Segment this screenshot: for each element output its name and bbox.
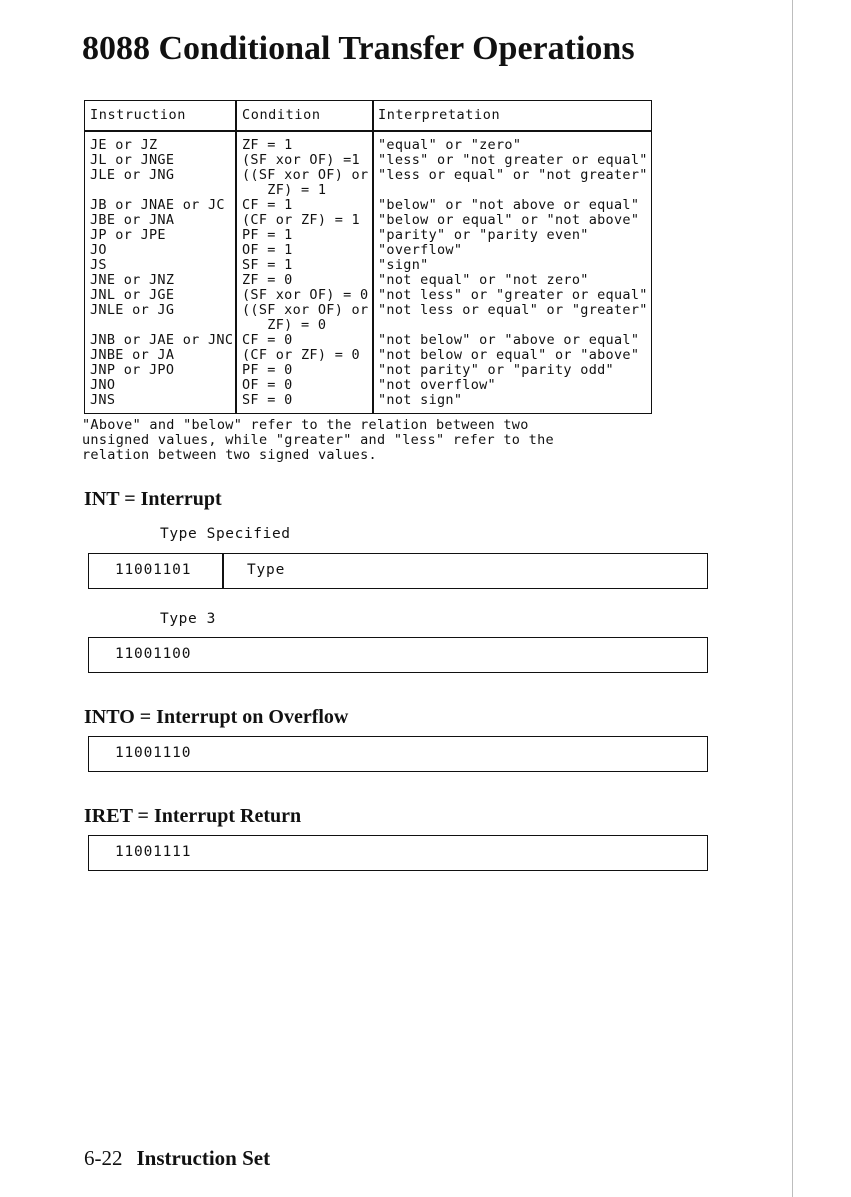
row-condition: (SF xor OF) =1 bbox=[242, 152, 360, 168]
row-condition: (SF xor OF) = 0 bbox=[242, 287, 369, 303]
int-type3-box bbox=[88, 637, 708, 673]
row-condition: PF = 0 bbox=[242, 362, 293, 378]
row-instruction: JB or JNAE or JC bbox=[90, 197, 225, 213]
row-condition: SF = 0 bbox=[242, 392, 293, 408]
row-condition: ZF = 1 bbox=[242, 137, 293, 153]
row-instruction: JBE or JNA bbox=[90, 212, 175, 228]
row-instruction: JNB or JAE or JNC bbox=[90, 332, 234, 348]
row-instruction: JO bbox=[90, 242, 107, 258]
row-interpretation: "not parity" or "parity odd" bbox=[378, 362, 614, 378]
int-section-title: INT = Interrupt bbox=[84, 488, 222, 510]
row-interpretation: "less" or "not greater or equal" bbox=[378, 152, 648, 168]
row-interpretation: "less or equal" or "not greater" bbox=[378, 167, 648, 183]
footer-section-name: Instruction Set bbox=[136, 1146, 271, 1170]
row-condition: OF = 1 bbox=[242, 242, 293, 258]
int-type-specified-box bbox=[88, 553, 708, 589]
into-opcode: 11001110 bbox=[115, 745, 192, 761]
row-condition: CF = 1 bbox=[242, 197, 293, 213]
row-instruction: JS bbox=[90, 257, 107, 273]
row-instruction: JLE or JNG bbox=[90, 167, 175, 183]
row-interpretation: "not less or equal" or "greater" bbox=[378, 302, 648, 318]
int-opcode: 11001101 bbox=[115, 562, 192, 578]
row-condition: ZF = 0 bbox=[242, 272, 293, 288]
page-edge-rule bbox=[792, 0, 793, 1197]
row-instruction: JNL or JGE bbox=[90, 287, 175, 303]
row-interpretation: "not less" or "greater or equal" bbox=[378, 287, 648, 303]
row-interpretation: "not overflow" bbox=[378, 377, 496, 393]
row-interpretation: "parity" or "parity even" bbox=[378, 227, 589, 243]
header-instruction: Instruction bbox=[90, 107, 187, 123]
header-rule bbox=[85, 130, 651, 132]
row-interpretation: "overflow" bbox=[378, 242, 463, 258]
iret-opcode: 11001111 bbox=[115, 844, 192, 860]
row-instruction: JL or JNGE bbox=[90, 152, 175, 168]
row-interpretation: "not equal" or "not zero" bbox=[378, 272, 589, 288]
row-instruction: JNE or JNZ bbox=[90, 272, 175, 288]
row-condition: CF = 0 bbox=[242, 332, 293, 348]
row-interpretation: "below" or "not above or equal" bbox=[378, 197, 640, 213]
row-condition: SF = 1 bbox=[242, 257, 293, 273]
row-instruction: JNLE or JG bbox=[90, 302, 175, 318]
column-divider bbox=[235, 101, 237, 413]
table-footnote: "Above" and "below" refer to the relation between two unsigned values, while "greater" and "less" refer to the relation between two signed values. bbox=[82, 417, 554, 464]
row-interpretation: "sign" bbox=[378, 257, 429, 273]
conditional-transfer-table bbox=[84, 100, 652, 414]
type-field: Type bbox=[247, 562, 286, 578]
row-instruction: JNBE or JA bbox=[90, 347, 175, 363]
iret-box bbox=[88, 835, 708, 871]
into-box bbox=[88, 736, 708, 772]
header-interpretation: Interpretation bbox=[378, 107, 501, 123]
row-condition: (CF or ZF) = 0 bbox=[242, 347, 360, 363]
row-condition: PF = 1 bbox=[242, 227, 293, 243]
field-divider bbox=[222, 554, 224, 588]
type3-label: Type 3 bbox=[160, 611, 216, 627]
type-specified-label: Type Specified bbox=[160, 526, 291, 542]
row-condition: ((SF xor OF) or ZF) = 1 bbox=[242, 167, 369, 198]
row-instruction: JNS bbox=[90, 392, 116, 408]
row-interpretation: "equal" or "zero" bbox=[378, 137, 522, 153]
iret-section-title: IRET = Interrupt Return bbox=[84, 805, 302, 827]
page-number: 6-22 bbox=[84, 1146, 123, 1170]
row-condition: (CF or ZF) = 1 bbox=[242, 212, 360, 228]
page-title: 8088 Conditional Transfer Operations bbox=[82, 30, 635, 67]
row-instruction: JE or JZ bbox=[90, 137, 158, 153]
row-interpretation: "not below or equal" or "above" bbox=[378, 347, 640, 363]
row-instruction: JNO bbox=[90, 377, 116, 393]
int3-opcode: 11001100 bbox=[115, 646, 192, 662]
row-instruction: JNP or JPO bbox=[90, 362, 175, 378]
page-footer bbox=[84, 1146, 270, 1171]
row-interpretation: "not sign" bbox=[378, 392, 463, 408]
row-condition: OF = 0 bbox=[242, 377, 293, 393]
row-instruction: JP or JPE bbox=[90, 227, 166, 243]
column-divider bbox=[372, 101, 374, 413]
into-section-title: INTO = Interrupt on Overflow bbox=[84, 706, 349, 728]
header-condition: Condition bbox=[242, 107, 321, 123]
row-condition: ((SF xor OF) or ZF) = 0 bbox=[242, 302, 369, 333]
row-interpretation: "not below" or "above or equal" bbox=[378, 332, 640, 348]
row-interpretation: "below or equal" or "not above" bbox=[378, 212, 640, 228]
